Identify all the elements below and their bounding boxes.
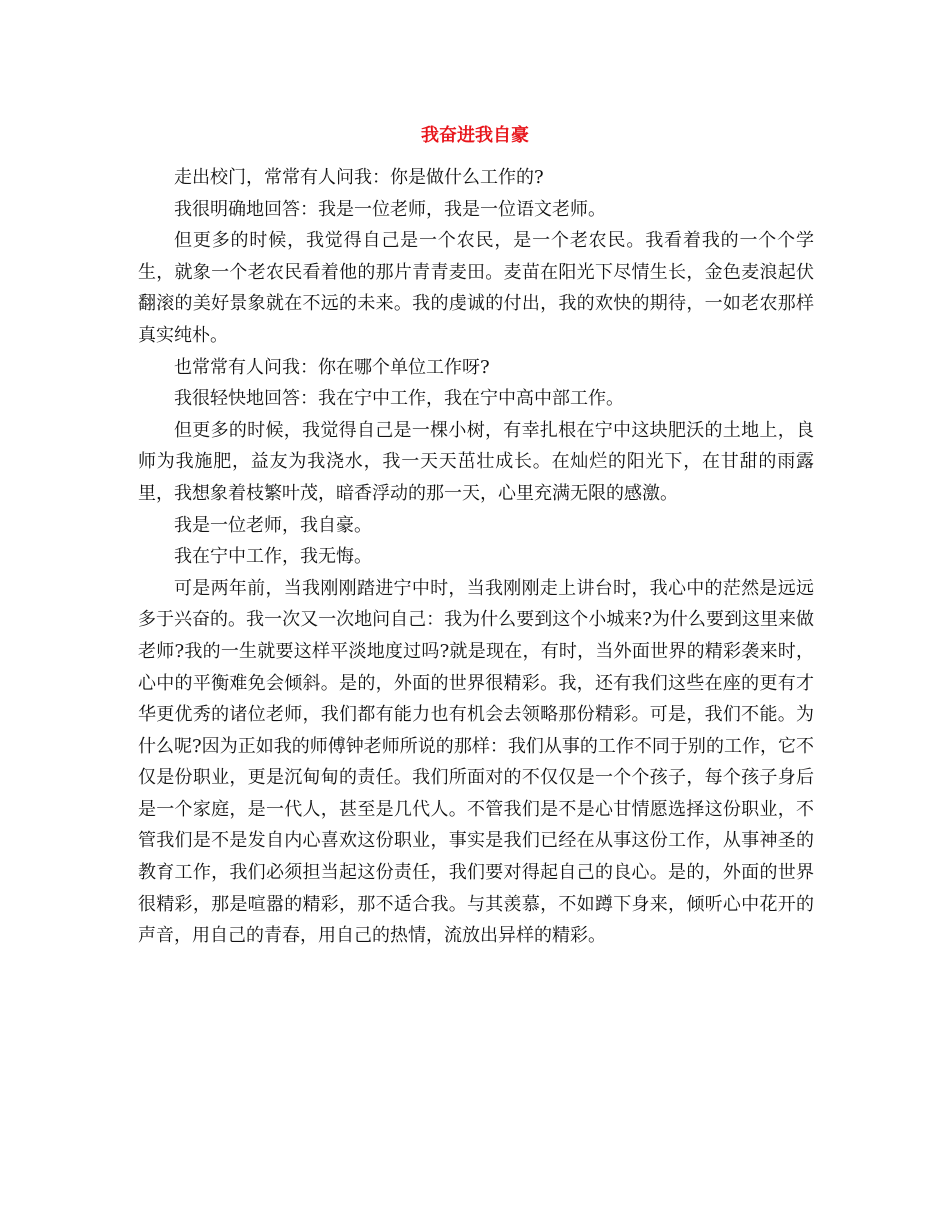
paragraph: 走出校门，常常有人问我：你是做什么工作的? [174,167,544,188]
paragraph: 我是一位老师，我自豪。 [174,514,372,536]
paragraph: 也常常有人问我：你在哪个单位工作呀? [174,356,490,378]
paragraph: 我很明确地回答：我是一位老师，我是一位语文老师。 [174,198,606,220]
paragraph: 我在宁中工作，我无悔。 [174,546,372,568]
paragraph: 可是两年前，当我刚刚踏进宁中时，当我刚刚走上讲台时，我心中的茫然是远远多于兴奋的。我一次又一次地问自己：我为什么要到这个小城来?为什么要到这里来做老师?我的一生就要这样平淡地度过吗?就是现在，有时，当外面世界的精彩袭来时，心中的平衡难免会倾斜。是的，外面的世界很精彩。我，还有我们这些在座的更有才华更优秀的诸位老师，我们都有能力也有机会去领略那份精彩。可是，我们不能。为什么呢?因为正如我的师傅钟老师所说的那样：我们从事的工作不同于别的工作，它不仅是份职业，更是沉甸甸的责任。我们所面对的不仅仅是一个个孩子，每个孩子身后是一个家庭，是一代人，甚至是几代人。不管我们是不是心甘情愿选择这份职业，不管我们是不是发自内心喜欢这份职业，事实是我们已经在从事这份工作，从事神圣的教育工作，我们必须担当起这份责任，我们要对得起自己的良心。是的，外面的世界很精彩，那是喧嚣的精彩，那不适合我。与其羡慕，不如蹲下身来，倾听心中花开的声音，用自己的青春，用自己的热情，流放出异样的精彩。 [138,577,814,947]
paragraph: 但更多的时候，我觉得自己是一个农民，是一个老农民。我看着我的一个个学生，就象一个老农民看着他的那片青青麦田。麦苗在阳光下尽情生长，金色麦浪起伏翻滚的美好景象就在不远的未来。我的虔诚的付出，我的欢快的期待，一如老农那样真实纯朴。 [138,230,814,346]
paragraph: 我很轻快地回答：我在宁中工作，我在宁中高中部工作。 [174,388,624,410]
document-body [138,162,814,952]
paragraph: 但更多的时候，我觉得自己是一棵小树，有幸扎根在宁中这块肥沃的土地上，良师为我施肥，益友为我浇水，我一天天茁壮成长。在灿烂的阳光下，在甘甜的雨露里，我想象着枝繁叶茂，暗香浮动的那一天，心里充满无限的感激。 [138,419,814,504]
document-title: 我奋进我自豪 [421,125,529,146]
